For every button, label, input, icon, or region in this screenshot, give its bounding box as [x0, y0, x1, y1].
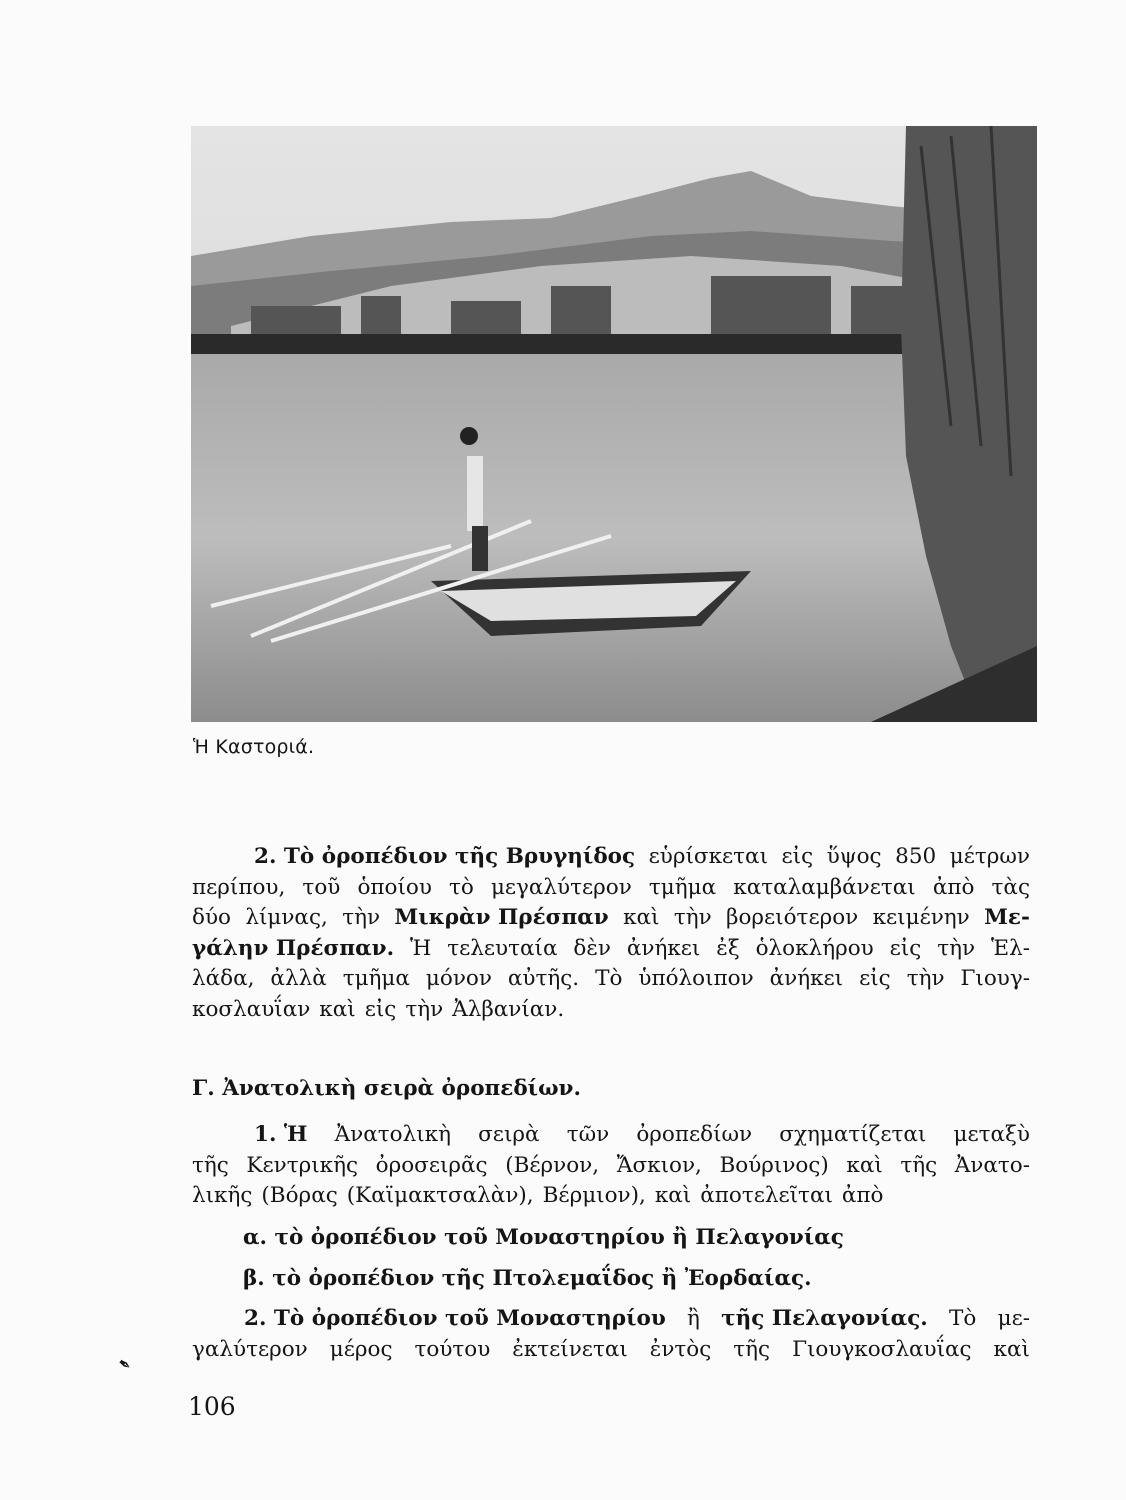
list-item-monastiri: α. τὸ ὀροπέδιον τοῦ Μοναστηρίου ἢ Πελαγονίας: [243, 1225, 844, 1250]
lake-town-photo: [191, 126, 1037, 722]
margin-mark-icon: ✒: [113, 1352, 136, 1377]
text-line: 1. Ἡ Ἀνατολικὴ σειρὰ τῶν ὀροπεδίων σχηματίζεται μεταξὺ: [254, 1122, 1030, 1147]
paragraph-vrygiida: [192, 842, 1030, 1025]
paragraph-pelagonia: [192, 1304, 1030, 1365]
photo-caption: Ἡ Καστοριά.: [193, 736, 315, 758]
text-line: 2. Τὸ ὀροπέδιον τῆς Βρυγηίδος εὑρίσκεται εἰς ὕψος 850 μέτρων: [254, 844, 1030, 869]
text-line: δύο λίμνας, τὴν Μικρὰν Πρέσπαν καὶ τὴν βορειότερον κειμένην Με-: [192, 905, 1030, 930]
text-line: κοσλαυΐαν καὶ εἰς τὴν Ἀλβανίαν.: [192, 996, 565, 1022]
text-line: 2. Τὸ ὀροπέδιον τοῦ Μοναστηρίου ἢ τῆς Πελαγονίας. Τὸ με-: [244, 1306, 1030, 1331]
text-line: γαλύτερον μέρος τούτου ἐκτείνεται ἐντὸς τῆς Γιουγκοσλαυΐας καὶ: [192, 1336, 1030, 1362]
list-item-ptolemaida: β. τὸ ὀροπέδιον τῆς Πτολεμαΐδος ἢ Ἐορδαίας.: [243, 1266, 812, 1291]
text-line: γάλην Πρέσπαν. Ἡ τελευταία δὲν ἀνήκει ἐξ ὁλοκλήρου εἰς τὴν Ἑλ-: [192, 935, 1030, 961]
text-line: τῆς Κεντρικῆς ὀροσειρᾶς (Βέρνον, Ἄσκιον, Βούρινος) καὶ τῆς Ἀνατο-: [192, 1152, 1030, 1178]
section-heading: Γ. Ἀνατολικὴ σειρὰ ὀροπεδίων.: [192, 1076, 581, 1101]
page-number: 106: [188, 1392, 236, 1421]
paragraph-eastern-plateaus: [192, 1120, 1030, 1212]
text-line: λάδα, ἀλλὰ τμῆμα μόνον αὐτῆς. Τὸ ὑπόλοιπον ἀνήκει εἰς τὴν Γιουγ-: [192, 966, 1030, 991]
text-line: λικῆς (Βόρας (Καϊμακτσαλὰν), Βέρμιον), καὶ ἀποτελεῖται ἀπὸ: [192, 1183, 884, 1208]
text-line: περίπου, τοῦ ὁποίου τὸ μεγαλύτερον τμῆμα καταλαμβάνεται ἀπὸ τὰς: [192, 874, 1030, 900]
